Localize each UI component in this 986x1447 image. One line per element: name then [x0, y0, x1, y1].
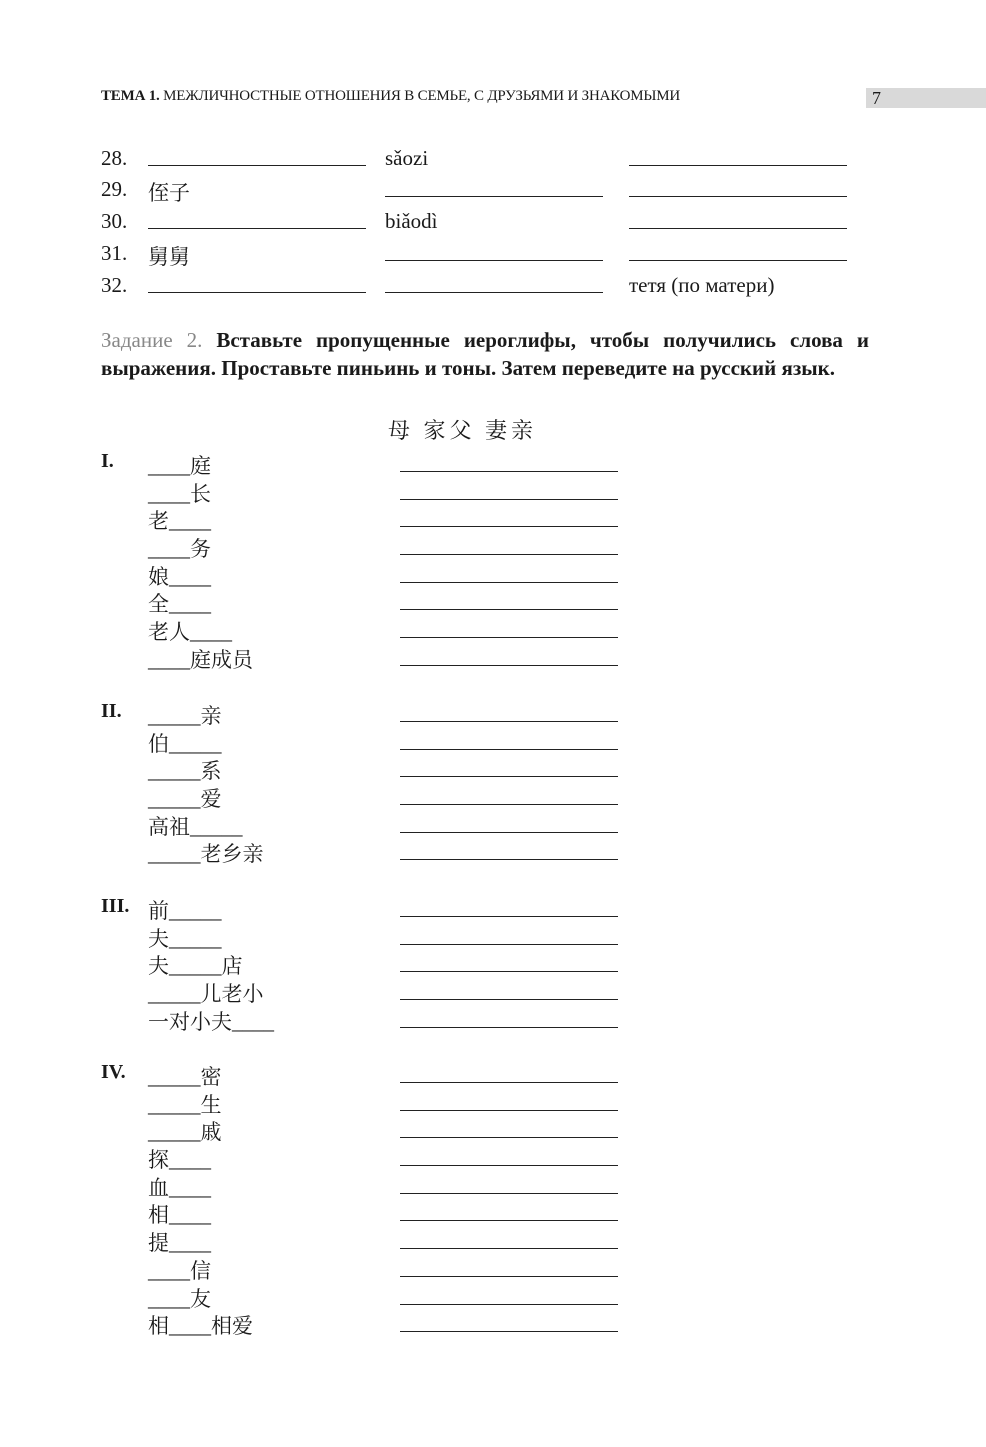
- answer-blank[interactable]: [400, 980, 618, 1006]
- cell-text: biǎodì: [385, 209, 438, 233]
- table-row: [101, 209, 901, 237]
- list-item: [101, 616, 701, 644]
- group-numeral: II.: [101, 700, 122, 722]
- answer-blank[interactable]: [400, 1091, 618, 1117]
- row-number: 29.: [101, 177, 128, 201]
- answer-blank[interactable]: [400, 1146, 618, 1172]
- answer-blank[interactable]: [400, 1312, 618, 1338]
- cell-text: sǎozi: [385, 146, 429, 170]
- answer-blank[interactable]: [400, 952, 618, 978]
- list-item: [101, 1310, 701, 1338]
- item-text: 老人____: [148, 620, 232, 645]
- answer-blank[interactable]: [400, 1174, 618, 1200]
- group-numeral: I.: [101, 450, 114, 472]
- answer-blank[interactable]: [400, 1118, 618, 1144]
- answer-blank[interactable]: [385, 273, 603, 299]
- list-item: [101, 450, 701, 478]
- row-number: 28.: [101, 146, 128, 170]
- item-text: ____信: [148, 1258, 211, 1283]
- list-item: [101, 478, 701, 506]
- item-text: 娘____: [148, 564, 211, 589]
- task-instruction: [101, 326, 869, 382]
- item-text: 老____: [148, 509, 211, 534]
- item-text: ____长: [148, 481, 211, 506]
- item-text: 全____: [148, 592, 211, 617]
- character-bank: 母 家父 妻亲: [388, 418, 538, 443]
- topic-label: ТЕМА 1.: [101, 88, 160, 104]
- table-row: [101, 241, 901, 269]
- topic-title: МЕЖЛИЧНОСТНЫЕ ОТНОШЕНИЯ В СЕМЬЕ, С ДРУЗЬЯМИ И ЗНАКОМЫМИ: [163, 88, 681, 104]
- item-text: _____系: [148, 759, 222, 784]
- task-label: Задание 2.: [101, 328, 203, 352]
- answer-blank[interactable]: [400, 813, 618, 839]
- answer-blank[interactable]: [629, 146, 847, 172]
- answer-blank[interactable]: [629, 209, 847, 235]
- item-text: _____亲: [148, 704, 222, 728]
- answer-blank[interactable]: [148, 209, 366, 235]
- list-item: [101, 1199, 701, 1227]
- answer-blank[interactable]: [400, 480, 618, 506]
- item-text: _____爱: [148, 787, 222, 812]
- answer-blank[interactable]: [400, 757, 618, 783]
- table-row: [101, 273, 901, 301]
- list-item: [101, 644, 701, 672]
- list-item: [101, 950, 701, 978]
- list-item: [101, 1061, 701, 1089]
- answer-blank[interactable]: [400, 785, 618, 811]
- list-item: [101, 1006, 701, 1034]
- page-number-box: [866, 88, 986, 108]
- item-text: 夫_____店: [148, 954, 243, 979]
- list-item: [101, 811, 701, 839]
- table-row: [101, 177, 901, 205]
- list-item: [101, 1255, 701, 1283]
- task-text: Вставьте пропущенные иероглифы, чтобы получились слова и выражения. Проставьте пиньинь и тоны. Затем переведите на русский язык.: [101, 328, 869, 380]
- item-text: 血____: [148, 1175, 211, 1200]
- exercise-group: [101, 895, 701, 1033]
- item-text: 提____: [148, 1231, 211, 1256]
- item-text: ____庭成员: [148, 647, 253, 672]
- group-numeral: IV.: [101, 1061, 126, 1083]
- list-item: [101, 533, 701, 561]
- answer-blank[interactable]: [385, 241, 603, 267]
- running-header: [101, 88, 680, 105]
- item-text: ____庭: [148, 454, 211, 478]
- item-text: _____儿老小: [148, 982, 264, 1007]
- row-number: 32.: [101, 273, 128, 297]
- item-text: 相____: [148, 1203, 211, 1228]
- answer-blank[interactable]: [385, 177, 603, 203]
- answer-blank[interactable]: [148, 146, 366, 172]
- item-text: 相____相爱: [148, 1314, 253, 1339]
- answer-blank[interactable]: [400, 618, 618, 644]
- exercise-group: [101, 700, 701, 866]
- table-row: [101, 146, 901, 174]
- cell-text: тетя (по матери): [629, 273, 775, 297]
- row-number: 31.: [101, 241, 128, 265]
- item-text: 伯_____: [148, 731, 222, 756]
- list-item: [101, 783, 701, 811]
- answer-blank[interactable]: [400, 897, 618, 923]
- group-numeral: III.: [101, 895, 130, 917]
- item-text: 前_____: [148, 899, 222, 923]
- list-item: [101, 1116, 701, 1144]
- list-item: [101, 728, 701, 756]
- answer-blank[interactable]: [400, 730, 618, 756]
- answer-blank[interactable]: [148, 273, 366, 299]
- list-item: [101, 895, 701, 923]
- answer-blank[interactable]: [400, 840, 618, 866]
- list-item: [101, 700, 701, 728]
- item-text: _____戚: [148, 1120, 222, 1145]
- page-number: 7: [872, 88, 881, 108]
- list-item: [101, 838, 701, 866]
- answer-blank[interactable]: [400, 1063, 618, 1089]
- answer-blank[interactable]: [400, 646, 618, 672]
- list-item: [101, 1172, 701, 1200]
- answer-blank[interactable]: [400, 925, 618, 951]
- answer-blank[interactable]: [400, 1285, 618, 1311]
- exercise-group: [101, 450, 701, 672]
- answer-blank[interactable]: [629, 241, 847, 267]
- item-text: 探____: [148, 1148, 211, 1173]
- answer-blank[interactable]: [400, 590, 618, 616]
- answer-blank[interactable]: [400, 563, 618, 589]
- row-number: 30.: [101, 209, 128, 233]
- item-text: 高祖_____: [148, 814, 243, 839]
- list-item: [101, 755, 701, 783]
- exercise-group: [101, 1061, 701, 1338]
- cell-text: 舅舅: [148, 245, 190, 269]
- list-item: [101, 978, 701, 1006]
- answer-blank[interactable]: [400, 702, 618, 728]
- list-item: [101, 1227, 701, 1255]
- item-text: _____密: [148, 1065, 222, 1089]
- answer-blank[interactable]: [400, 452, 618, 478]
- item-text: ____务: [148, 537, 211, 562]
- answer-blank[interactable]: [400, 507, 618, 533]
- answer-blank[interactable]: [629, 177, 847, 203]
- list-item: [101, 561, 701, 589]
- answer-blank[interactable]: [400, 535, 618, 561]
- item-text: _____生: [148, 1092, 222, 1117]
- item-text: 夫_____: [148, 926, 222, 951]
- item-text: ____友: [148, 1286, 211, 1311]
- item-text: 一对小夫____: [148, 1009, 274, 1034]
- list-item: [101, 1144, 701, 1172]
- answer-blank[interactable]: [400, 1229, 618, 1255]
- answer-blank[interactable]: [400, 1201, 618, 1227]
- item-text: _____老乡亲: [148, 842, 264, 867]
- list-item: [101, 1089, 701, 1117]
- cell-text: 侄子: [148, 181, 190, 205]
- list-item: [101, 588, 701, 616]
- answer-blank[interactable]: [400, 1008, 618, 1034]
- list-item: [101, 923, 701, 951]
- list-item: [101, 505, 701, 533]
- list-item: [101, 1283, 701, 1311]
- answer-blank[interactable]: [400, 1257, 618, 1283]
